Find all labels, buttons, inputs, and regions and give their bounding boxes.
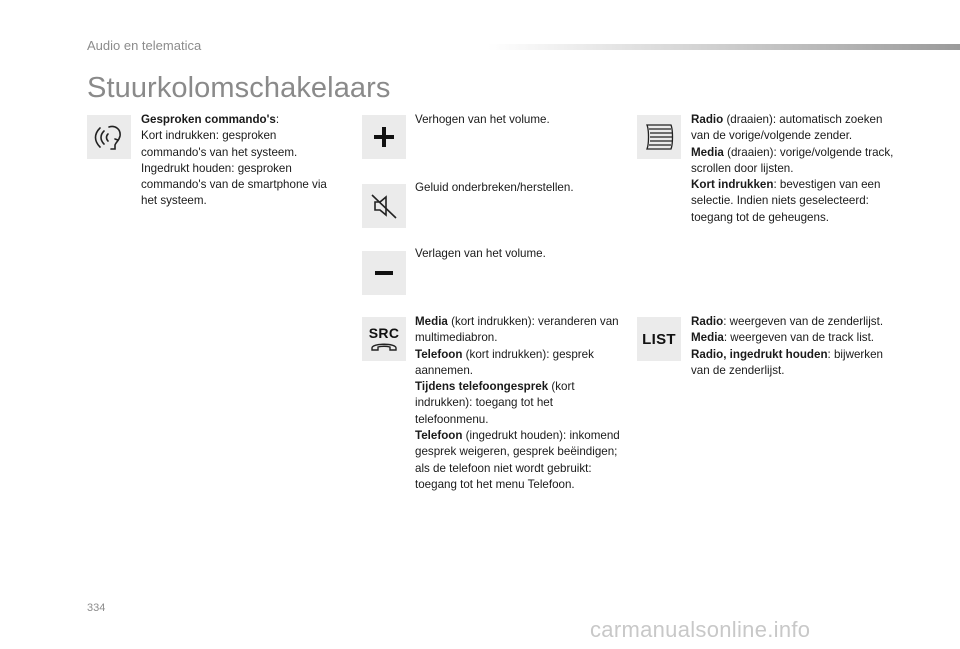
voice-command-text [141, 112, 341, 210]
src-phone-label: Telefoon [415, 347, 463, 361]
list-radio-hold-label: Radio, ingedrukt houden [691, 347, 828, 361]
voice-colon: : [275, 113, 280, 126]
list-text [691, 314, 896, 379]
wheel-press-label: Kort indrukken [691, 178, 774, 192]
watermark: carmanualsonline.info [590, 617, 811, 642]
src-icon-label: SRC [368, 325, 400, 341]
page-number: 334 [87, 602, 106, 614]
list-radio-hold-desc: : bijwerken van de zenderlijst. [691, 347, 883, 377]
thumbwheel-text [691, 112, 896, 226]
src-media-desc: (kort indrukken): veranderen van multimediabron. [415, 315, 619, 345]
src-text [415, 314, 620, 493]
list-button-icon [637, 317, 681, 361]
voice-label: Gesproken commando's [141, 113, 276, 126]
wheel-media-desc: (draaien): vorige/volgende track, scrollen door lijsten. [691, 145, 894, 175]
minus-icon [362, 251, 406, 295]
list-media-label: Media [691, 331, 724, 345]
list-media-desc: : weergeven van de track list. [723, 331, 875, 345]
src-phone-icon [362, 317, 406, 361]
src-call-desc: (kort indrukken): toegang tot het telefoonmenu. [415, 380, 575, 426]
volume-down-text: Verlagen van het volume. [415, 247, 546, 260]
src-phone-hold-label: Telefoon [415, 429, 463, 443]
voice-short-press: Kort indrukken: gesproken commando's van het systeem. [141, 129, 298, 159]
voice-command-icon [87, 115, 131, 159]
section-header: Audio en telematica [87, 38, 202, 53]
thumbwheel-icon [637, 115, 681, 159]
volume-up-text: Verhogen van het volume. [415, 113, 550, 126]
mute-icon [362, 184, 406, 228]
header-gradient-bar [488, 44, 960, 50]
src-phone-desc: (kort indrukken): gesprek aannemen. [415, 347, 594, 377]
plus-icon [362, 115, 406, 159]
list-radio-label: Radio [691, 315, 724, 328]
wheel-radio-label: Radio [691, 113, 724, 126]
page-title: Stuurkolomschakelaars [87, 72, 391, 104]
src-media-label: Media [415, 315, 448, 328]
wheel-press-desc: : bevestigen van een selectie. Indien niets geselecteerd: toegang tot de geheugens. [691, 178, 881, 224]
src-phone-hold-desc: (ingedrukt houden): inkomend gesprek weigeren, gesprek beëindigen; als de telefoon niet wordt gebruikt: toegang tot het menu Telefoon. [415, 429, 620, 491]
list-radio-desc: : weergeven van de zenderlijst. [723, 315, 884, 328]
list-icon-label: LIST [642, 330, 676, 348]
mute-text: Geluid onderbreken/herstellen. [415, 181, 574, 194]
wheel-radio-desc: (draaien): automatisch zoeken van de vorige/volgende zender. [691, 113, 883, 143]
src-call-label: Tijdens telefoongesprek [415, 380, 549, 394]
voice-long-press: Ingedrukt houden: gesproken commando's van de smartphone via het systeem. [141, 161, 327, 208]
wheel-media-label: Media [691, 145, 724, 159]
